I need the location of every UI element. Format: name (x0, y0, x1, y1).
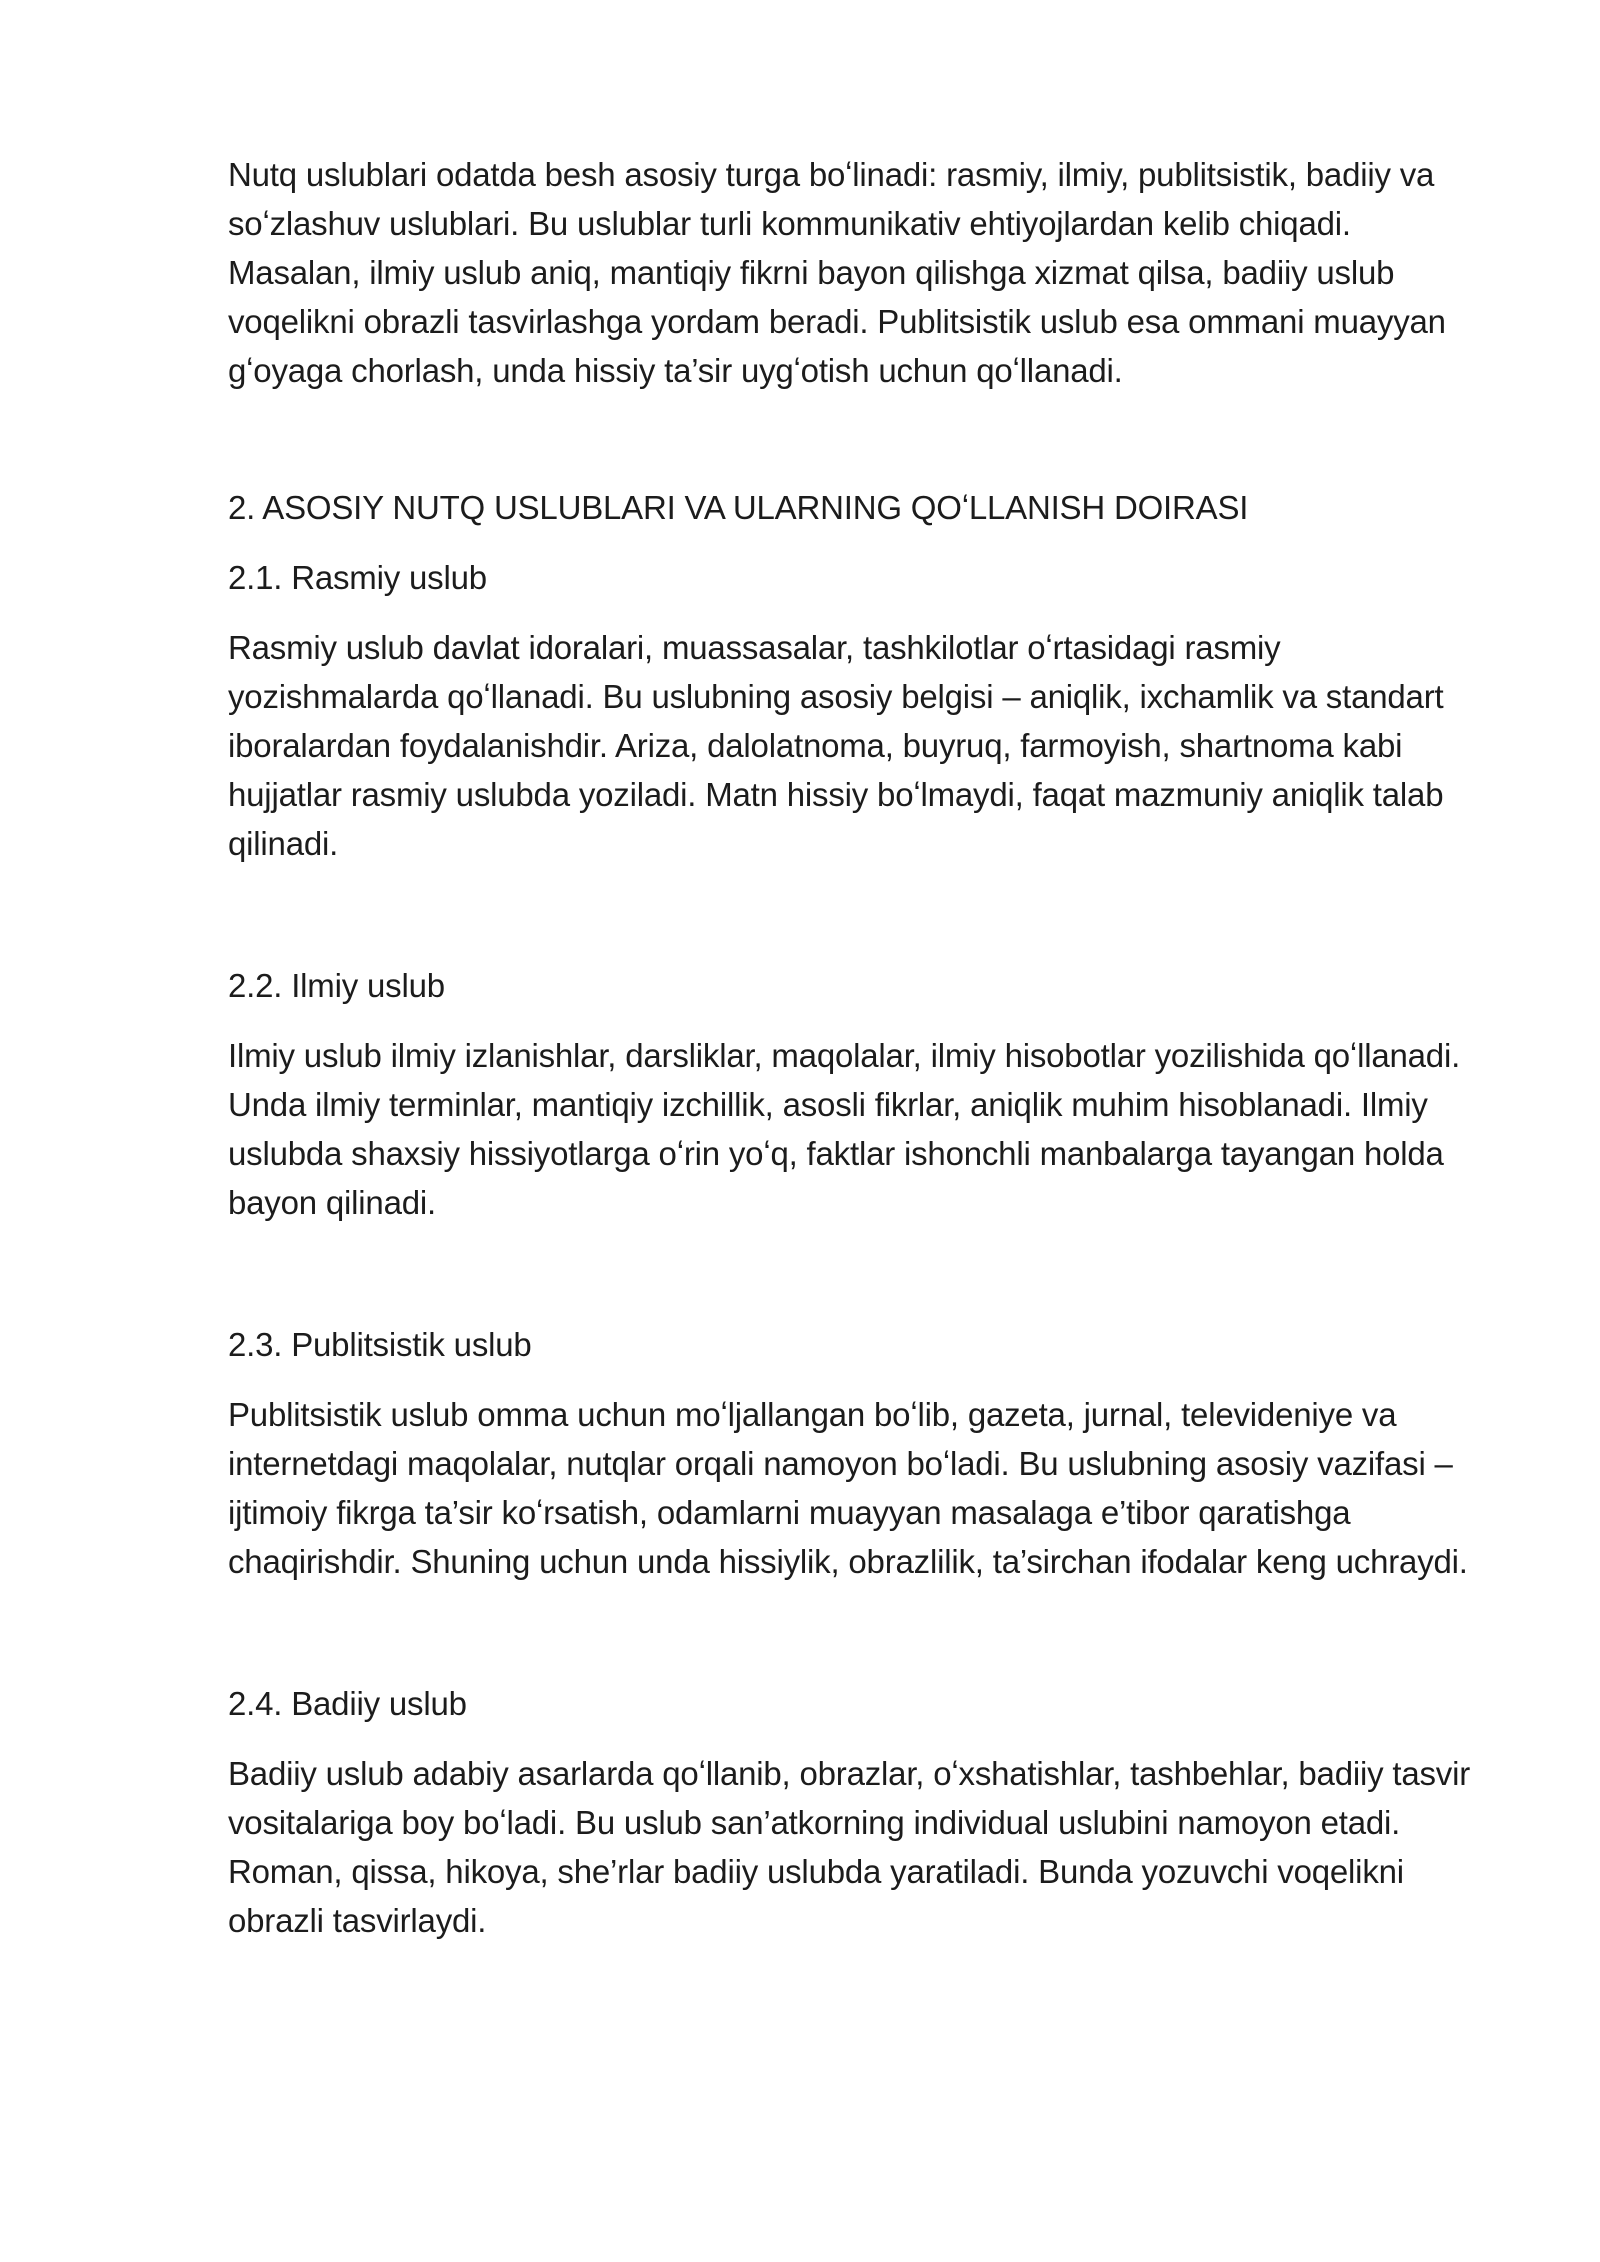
section-heading: 2. ASOSIY NUTQ USLUBLARI VA ULARNING QOʻLLANISH DOIRASI (228, 489, 1249, 526)
subsection-paragraph-publitsistik: Publitsistik uslub omma uchun moʻljallangan boʻlib, gazeta, jurnal, televideniye va internetdagi maqolalar, nutqlar orqali namoyon boʻladi. Bu uslubning asosiy vazifasi – ijtimoiy fikrga ta’sir koʻrsatish, odamlarni muayyan masalaga e’tibor qaratishga chaqirishdir. Shuning uchun unda hissiylik, obrazlilik, ta’sirchan ifodalar keng uchraydi. (228, 1396, 1468, 1580)
intro-paragraph: Nutq uslublari odatda besh asosiy turga boʻlinadi: rasmiy, ilmiy, publitsistik, badiiy va soʻzlashuv uslublari. Bu uslublar turli kommunikativ ehtiyojlardan kelib chiqadi. Masalan, ilmiy uslub aniq, mantiqiy fikrni bayon qilishga xizmat qilsa, badiiy uslub voqelikni obrazli tasvirlashga yordam beradi. Publitsistik uslub esa ommani muayyan gʻoyaga chorlash, unda hissiy ta’sir uygʻotish uchun qoʻllanadi. (228, 156, 1446, 389)
subsection-heading-rasmiy: 2.1. Rasmiy uslub (228, 559, 487, 596)
subsection-heading-ilmiy: 2.2. Ilmiy uslub (228, 967, 445, 1004)
subsection-paragraph-badiiy: Badiiy uslub adabiy asarlarda qoʻllanib, obrazlar, oʻxshatishlar, tashbehlar, badiiy tasvir vositalariga boy boʻladi. Bu uslub san’atkorning individual uslubini namoyon etadi. Roman, qissa, hikoya, she’rlar badiiy uslubda yaratiladi. Bunda yozuvchi voqelikni obrazli tasvirlaydi. (228, 1755, 1471, 1939)
subsection-paragraph-ilmiy: Ilmiy uslub ilmiy izlanishlar, darsliklar, maqolalar, ilmiy hisobotlar yozilishida qoʻllanadi. Unda ilmiy terminlar, mantiqiy izchillik, asosli fikrlar, aniqlik muhim hisoblanadi. Ilmiy uslubda shaxsiy hissiyotlarga oʻrin yoʻq, faktlar ishonchli manbalarga tayangan holda bayon qilinadi. (228, 1037, 1461, 1221)
subsection-heading-publitsistik: 2.3. Publitsistik uslub (228, 1326, 532, 1363)
subsection-paragraph-rasmiy: Rasmiy uslub davlat idoralari, muassasalar, tashkilotlar oʻrtasidagi rasmiy yozishmalarda qoʻllanadi. Bu uslubning asosiy belgisi – aniqlik, ixchamlik va standart iboralardan foydalanishdir. Ariza, dalolatnoma, buyruq, farmoyish, shartnoma kabi hujjatlar rasmiy uslubda yoziladi. Matn hissiy boʻlmaydi, faqat mazmuniy aniqlik talab qilinadi. (228, 629, 1444, 862)
document-body (228, 150, 1488, 1945)
subsection-heading-badiiy: 2.4. Badiiy uslub (228, 1685, 467, 1722)
